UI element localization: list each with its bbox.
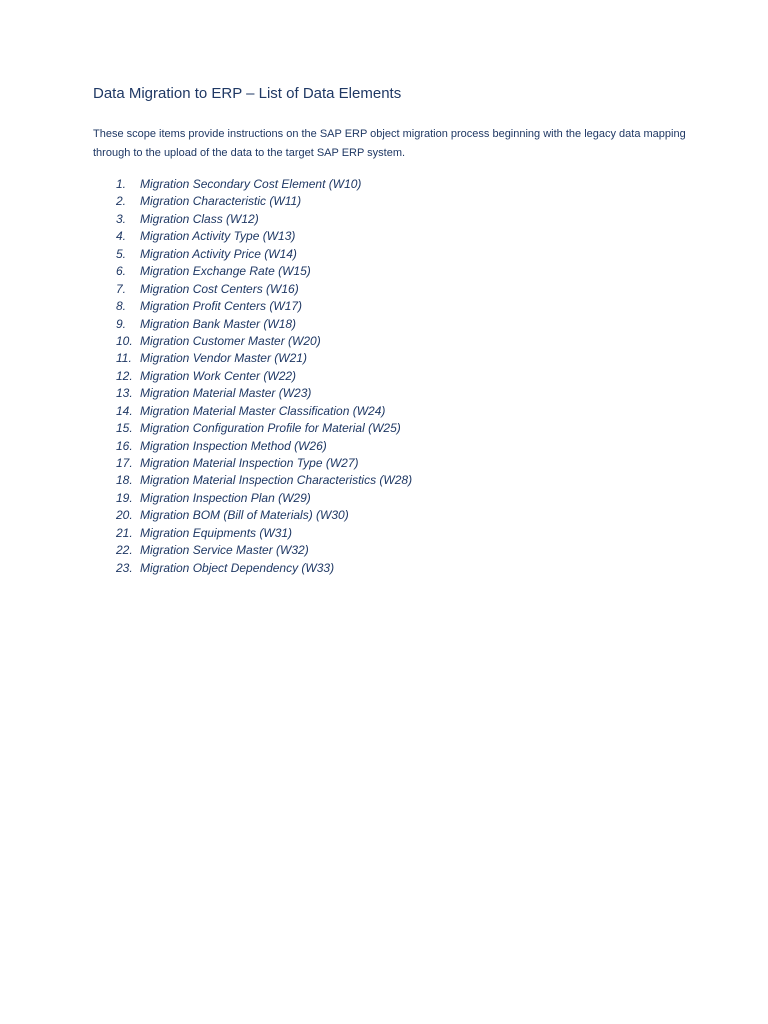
list-item-label: Migration Activity Price (W14) [140,246,297,261]
list-item-number: 15. [116,421,133,436]
list-item-number: 14. [116,403,133,418]
list-item-number: 9. [116,316,127,331]
list-item-label: Migration Material Inspection Characteristics (W28) [140,473,413,488]
list-item-number: 20. [116,508,133,523]
list-item-label: Migration Vendor Master (W21) [140,351,307,366]
list-item-label: Migration Work Center (W22) [140,368,297,383]
list-item-number: 5. [116,246,127,261]
list-item-label: Migration Inspection Method (W26) [140,438,327,453]
list-item-number: 10. [116,333,133,348]
list-item-number: 23. [116,560,133,575]
list-item-label: Migration Service Master (W32) [140,543,309,558]
list-item-number: 13. [116,386,133,401]
list-item-number: 2. [116,194,127,209]
list-item-number: 3. [116,211,127,226]
list-item-label: Migration Cost Centers (W16) [140,281,299,296]
list-item-label: Migration Activity Type (W13) [140,229,296,244]
list-item-label: Migration Configuration Profile for Material (W25) [140,421,401,436]
list-item-number: 12. [116,368,133,383]
list-item-number: 8. [116,299,127,314]
list-item-label: Migration Characteristic (W11) [140,194,302,209]
document-title: Data Migration to ERP – List of Data Elements [93,85,402,102]
list-item-number: 4. [116,229,127,244]
list-item-number: 19. [116,490,133,505]
list-item-label: Migration Class (W12) [140,211,259,226]
list-item-label: Migration Secondary Cost Element (W10) [140,177,362,191]
list-item-number: 6. [116,264,127,279]
list-item-label: Migration Profit Centers (W17) [140,299,303,314]
intro-paragraph: These scope items provide instructions on the SAP ERP object migration process beginning with the legacy data mapping through to the upload of the data to the target SAP ERP system. [93,128,686,159]
list-item-label: Migration Material Inspection Type (W27) [140,456,359,470]
list-item-label: Migration Object Dependency (W33) [140,560,335,575]
list-item-label: Migration Exchange Rate (W15) [140,264,311,279]
list-item-number: 22. [116,543,133,558]
list-item-number: 1. [116,177,127,191]
list-item-label: Migration Equipments (W31) [140,525,293,540]
list-item-number: 16. [116,438,133,453]
list-item-label: Migration Customer Master (W20) [140,333,321,348]
list-item-number: 17. [116,456,133,470]
list-item-number: 7. [116,281,127,296]
list-item-number: 11. [116,351,132,366]
list-item-label: Migration Bank Master (W18) [140,316,297,331]
list-item-number: 18. [116,473,133,488]
list-item-label: Migration Inspection Plan (W29) [140,490,311,505]
list-item-label: Migration BOM (Bill of Materials) (W30) [140,508,349,523]
list-item-number: 21. [116,525,133,540]
list-item-label: Migration Material Master (W23) [140,386,312,401]
list-item-label: Migration Material Master Classification (W24) [140,403,386,418]
